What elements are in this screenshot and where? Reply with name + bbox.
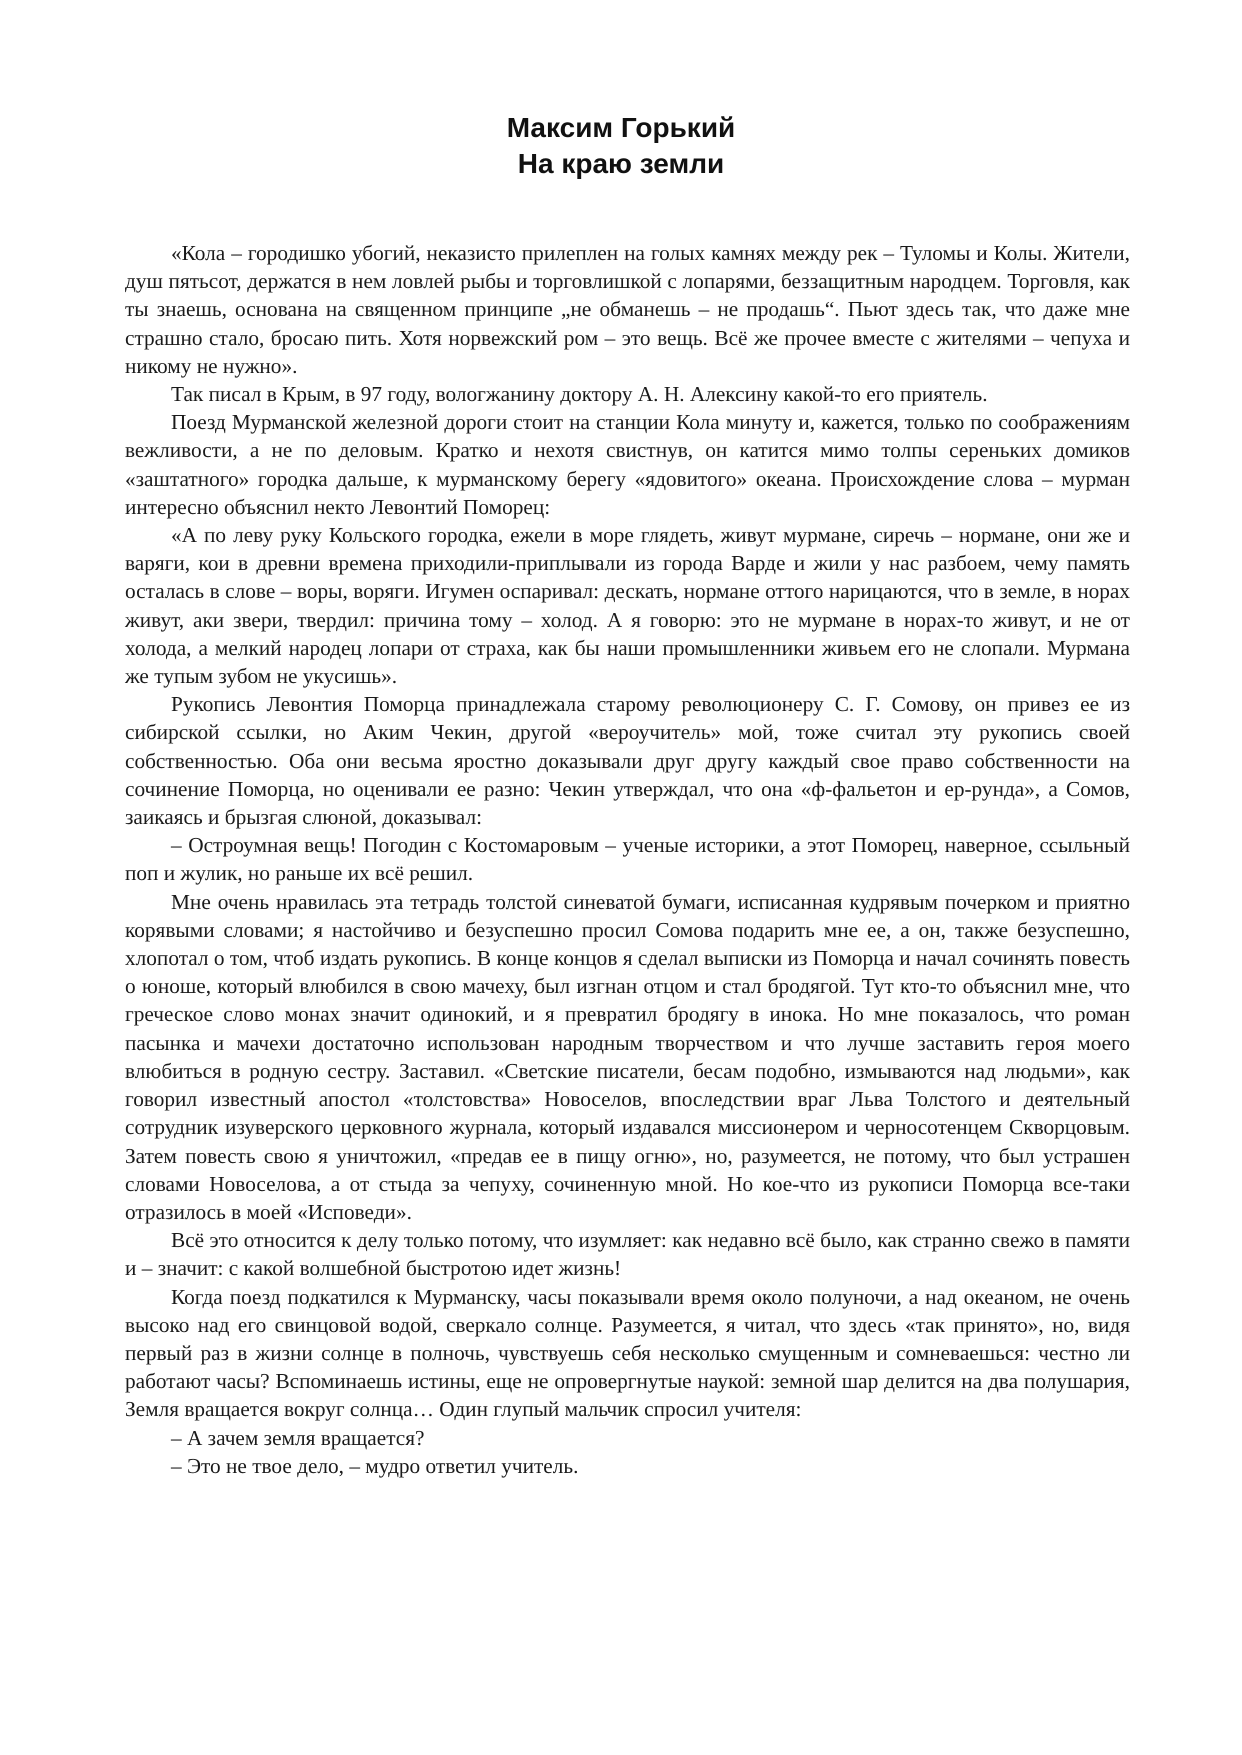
dialog-line: – А зачем земля вращается? [171,1425,425,1450]
author-name: Максим Горький [506,112,736,143]
paragraph: Всё это относится к делу только потому, что изумляет: как недавно всё было, как странно свежо в памяти и – значит: с какой волшебной быстротою идет жизнь! [125,1228,1130,1281]
dialog-line: – Остроумная вещь! Погодин с Костомаровым – ученые историки, а этот Поморец, наверное, ссыльный поп и жулик, но раньше их всё решил. [125,833,1130,886]
paragraph: Мне очень нравилась эта тетрадь толстой синеватой бумаги, исписанная кудрявым почерком и приятно корявыми словами; я настойчиво и безуспешно просил Сомова подарить мне ее, а он, также безуспешно, хлопотал о том, чтоб издать рукопись. В конце концов я сделал выписки из Поморца и начал сочинять повесть о юноше, который влюбился в свою мачеху, был изгнан отцом и стал бродягой. Тут кто-то объяснил мне, что греческое слово монах значит одинокий, и я превратил бродягу в инока. Но мне показалось, что роман пасынка и мачехи достаточно использован народным творчеством и что лучше заставить героя моего влюбиться в родную сестру. Заставил. «Светские писатели, бесам подобно, измываются над людьми», как говорил известный апостол «толстовства» Новоселов, впоследствии враг Льва Толстого и деятельный сотрудник изуверского церковного журнала, который издавался миссионером и черносотенцем Скворцовым. Затем повесть свою я уничтожил, «предав ее в пищу огню», но, разумеется, не потому, что был устрашен словами Новоселова, а от стыда за чепуху, сочиненную мной. Но кое-что из рукописи Поморца все-таки отразилось в моей «Исповеди». [125,889,1130,1224]
body-text [125,239,1130,1480]
paragraph: Так писал в Крым, в 97 году, вологжанину доктору А. Н. Алексину какой-то его приятель. [171,382,988,407]
dialog-line: – Это не твое дело, – мудро ответил учитель. [171,1453,579,1478]
work-title: На краю земли [517,148,725,179]
title-block [0,110,1242,182]
paragraph: «А по леву руку Кольского городка, ежели в море глядеть, живут мурмане, сиречь – нормане, они же и варяги, кои в древни времена приходили-приплывали из города Варде и жили у нас разбоем, чему память осталась в слове – воры, воряги. Игумен оспаривал: дескать, нормане оттого нарицаются, что в земле, в норах живут, аки звери, твердил: причина тому – холод. А я говорю: это не мурмане в норах-то живут, и не от холода, а мелкий народец лопари от страха, как бы наши промышленники живьем его не слопали. Мурмана же тупым зубом не укусишь». [125,523,1130,689]
paragraph: «Кола – городишко убогий, неказисто прилеплен на голых камнях между рек – Туломы и Колы. Жители, душ пятьсот, держатся в нем ловлей рыбы и торговлишкой с лопарями, беззащитным народцем. Торговля, как ты знаешь, основана на священном принципе „не обманешь – не продашь“. Пьют здесь так, что даже мне страшно стало, бросаю пить. Хотя норвежский ром – это вещь. Всё же прочее вместе с жителями – чепуха и никому не нужно». [125,241,1130,378]
paragraph: Когда поезд подкатился к Мурманску, часы показывали время около полуночи, а над океаном, не очень высоко над его свинцовой водой, сверкало солнце. Разумеется, я читал, что здесь «так принято», но, видя первый раз в жизни солнце в полночь, чувствуешь себя несколько смущенным и сомневаешься: честно ли работают часы? Вспоминаешь истины, еще не опровергнутые наукой: земной шар делится на два полушария, Земля вращается вокруг солнца… Один глупый мальчик спросил учителя: [125,1284,1130,1422]
paragraph: Рукопись Левонтия Поморца принадлежала старому революционеру С. Г. Сомову, он привез ее из сибирской ссылки, но Аким Чекин, другой «вероучитель» мой, тоже считал эту рукопись своей собственностью. Оба они весьма яростно доказывали друг другу каждый свое право собственности на сочинение Поморца, но оценивали ее разно: Чекин утверждал, что она «ф-фальетон и ер-рунда», а Сомов, заикаясь и брызгая слюной, доказывал: [125,692,1130,830]
paragraph: Поезд Мурманской железной дороги стоит на станции Кола минуту и, кажется, только по соображениям вежливости, а не по деловым. Кратко и нехотя свистнув, он катится мимо толпы серенькиx домиков «заштатного» городка дальше, к мурманскому берегу «ядовитого» океана. Происхождение слова – мурман интересно объяснил некто Левонтий Поморец: [125,410,1130,519]
